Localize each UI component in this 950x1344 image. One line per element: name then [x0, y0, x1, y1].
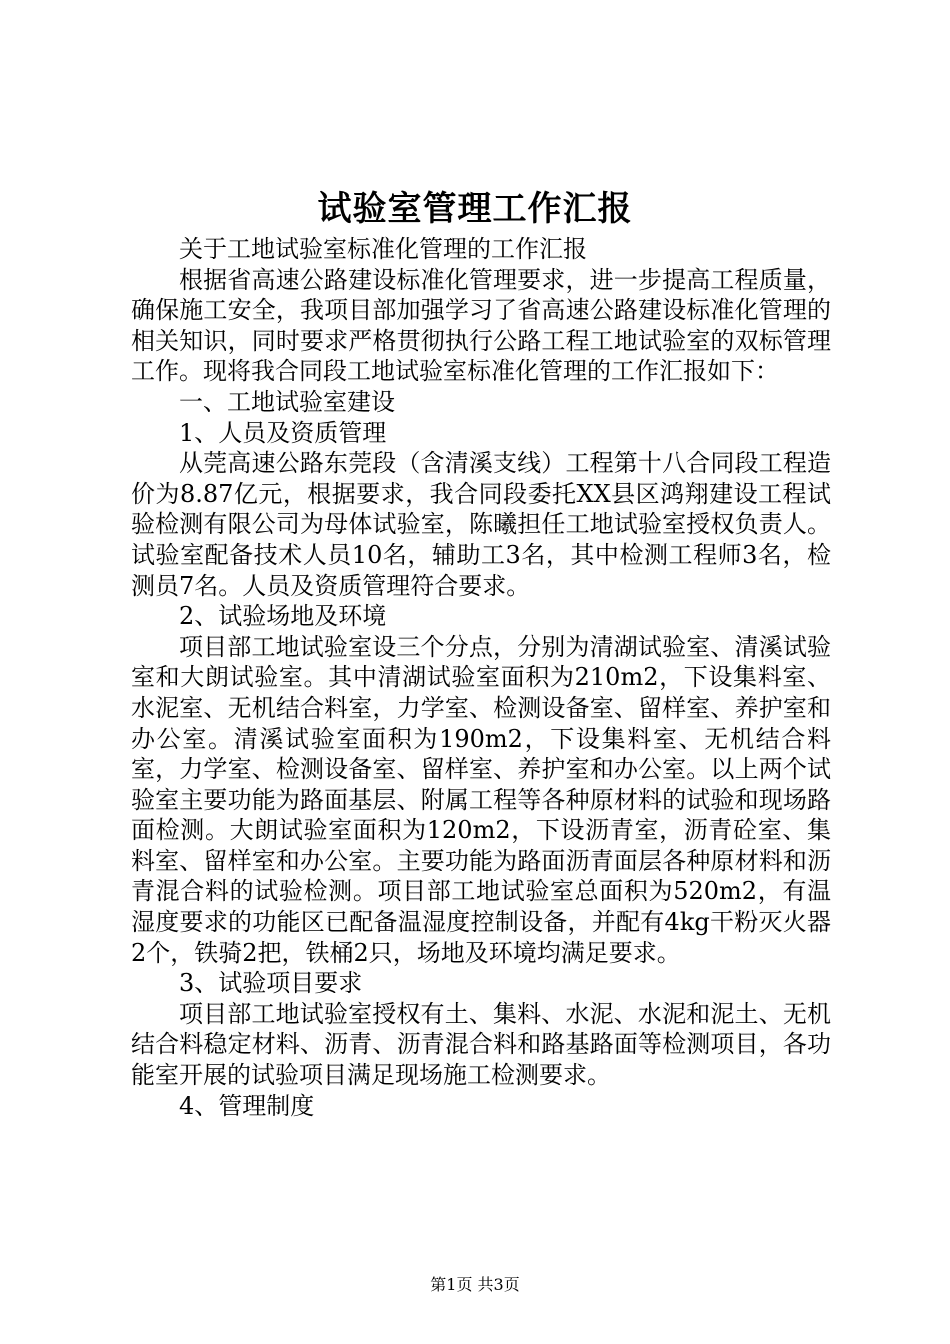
site-paragraph: 项目部工地试验室设三个分点，分别为清湖试验室、清溪试验室和大朗试验室。其中清湖试验室面积为210m2，下设集料室、水泥室、无机结合料室，力学室、检测设备室、留样室、养护室和办公室。清溪试验室面积为190m2，下设集料室、无机结合料室，力学室、检测设备室、留样室、养护室和办公室。以上两个试验室主要功能为路面基层、附属工程等各种原材料的试验和现场路面检测。大朗试验室面积为120m2，下设沥青室，沥青砼室、集料室、留样室和办公室。主要功能为路面沥青面层各种原材料和沥青混合料的试验检测。项目部工地试验室总面积为520m2，有温湿度要求的功能区已配备温湿度控制设备，并配有4kg干粉灭火器2个，铁骑2把，铁桶2只，场地及环境均满足要求。	[131, 632, 831, 967]
items-paragraph: 项目部工地试验室授权有土、集料、水泥、水泥和泥土、无机结合料稳定材料、沥青、沥青混合料和路基路面等检测项目，各功能室开展的试验项目满足现场施工检测要求。	[131, 999, 831, 1090]
intro-paragraph: 根据省高速公路建设标准化管理要求，进一步提高工程质量，确保施工安全，我项目部加强学习了省高速公路建设标准化管理的相关知识，同时要求严格贯彻执行公路工程工地试验室的双标管理工作。现将我合同段工地试验室标准化管理的工作汇报如下：	[131, 265, 831, 386]
document-body	[131, 234, 831, 1121]
page-footer: 第1页 共3页	[430, 1275, 520, 1294]
section-heading-construction: 一、工地试验室建设	[179, 387, 395, 416]
subsection-heading-rules: 4、管理制度	[179, 1091, 315, 1120]
personnel-paragraph: 从莞高速公路东莞段（含清溪支线）工程第十八合同段工程造价为8.87亿元，根据要求，我合同段委托XX县区鸿翔建设工程试验检测有限公司为母体试验室，陈曦担任工地试验室授权负责人。试验室配备技术人员10名，辅助工3名，其中检测工程师3名，检测员7名。人员及资质管理符合要求。	[131, 449, 831, 600]
intro-heading: 关于工地试验室标准化管理的工作汇报	[179, 235, 587, 263]
subsection-heading-personnel: 1、人员及资质管理	[179, 418, 387, 447]
subsection-heading-site: 2、试验场地及环境	[179, 602, 387, 631]
document-title: 试验室管理工作汇报	[317, 189, 633, 229]
subsection-heading-items: 3、试验项目要求	[179, 969, 363, 998]
